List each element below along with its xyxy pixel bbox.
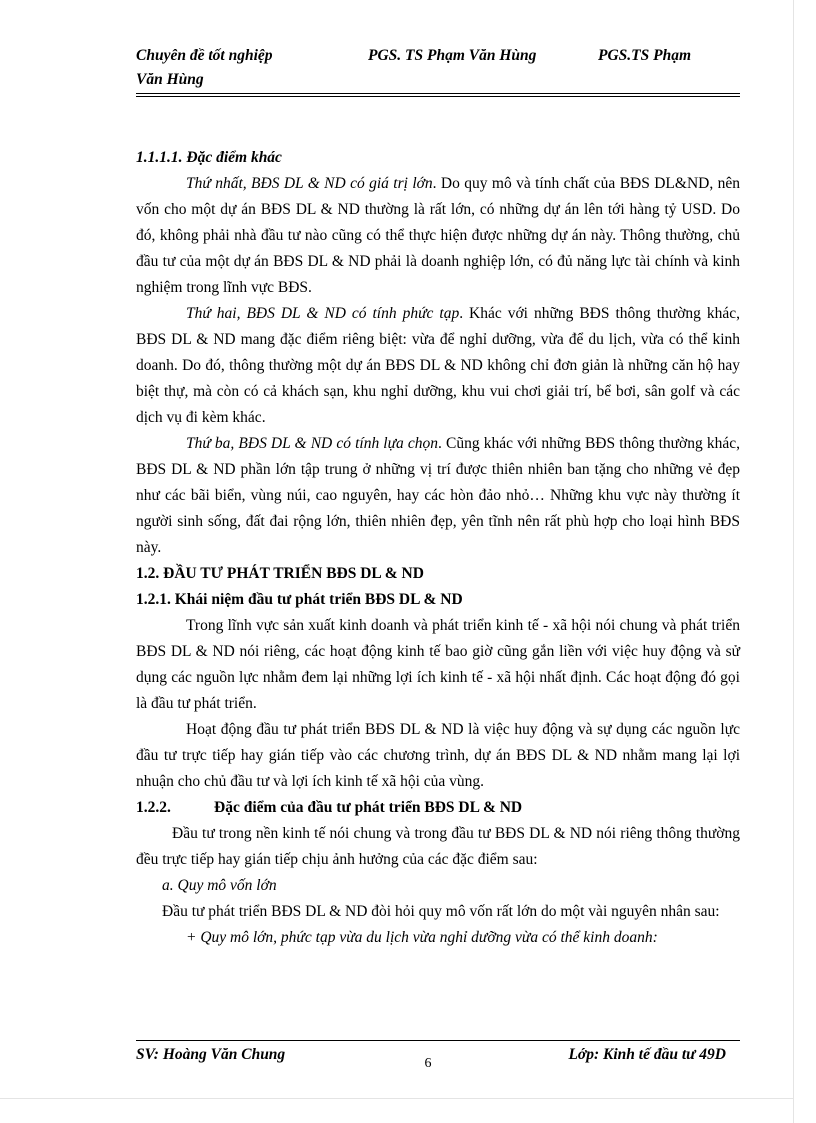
footer-rule xyxy=(136,1040,740,1041)
page-number: 6 xyxy=(424,1056,432,1071)
header-supervisor-repeat: PGS.TS Phạm xyxy=(598,47,692,64)
paragraph-concept: Trong lĩnh vực sản xuất kinh doanh và phát triển kinh tế - xã hội nói chung và phát triển BĐS DL & ND nói riêng, các hoạt động kinh tế bao giờ cũng gắn liền với việc huy động và sử dụng các nguồn lực nhằm đem lại những lợi ích kinh tế - xã hội nhất định. Các hoạt động đó gọi là đầu tư phát triển. xyxy=(136,617,740,712)
page-edge-right xyxy=(793,0,794,1123)
paragraph-second xyxy=(136,301,740,431)
paragraph-characteristics: Đầu tư trong nền kinh tế nói chung và trong đầu tư BĐS DL & ND nói riêng thông thường đều trực tiếp hay gián tiếp chịu ảnh hưởng của các đặc điểm sau: xyxy=(136,825,740,868)
heading-1-2-2-number: 1.2.2. xyxy=(136,799,171,816)
list-item-a: a. Quy mô vốn lớn xyxy=(162,877,277,894)
footer-class: Lớp: Kinh tế đầu tư 49D xyxy=(568,1046,726,1063)
paragraph-capital: Đầu tư phát triển BĐS DL & ND đòi hỏi quy mô vốn rất lớn do một vài nguyên nhân sau: xyxy=(162,903,720,920)
footer-student: SV: Hoàng Văn Chung xyxy=(136,1046,286,1063)
paragraph-first-text: . Do quy mô và tính chất của BĐS DL&ND, nên vốn cho một dự án BĐS DL & ND thường là rất lớn, có những dự án lên tới hàng tỷ USD. Do đó, không phải nhà đầu tư nào cũng có thể thực hiện được những dự án này. Thông thường, chủ đầu tư của một dự án BĐS DL & ND phải là doanh nghiệp lớn, có đủ năng lực tài chính và kinh nghiệm trong lĩnh vực BĐS. xyxy=(136,175,740,296)
header-thesis-title: Chuyên đề tốt nghiệp xyxy=(136,47,273,64)
document-body xyxy=(136,145,740,951)
header-line-2: Văn Hùng xyxy=(136,71,204,88)
paragraph-third-text: . Cũng khác với những BĐS thông thường khác, BĐS DL & ND phần lớn tập trung ở những vị trí được thiên nhiên ban tặng cho những vẻ đẹp như các bãi biển, vùng núi, cao nguyên, hay các hòn đảo nhỏ… Những khu vực này thường ít người sinh sống, đất đai rộng lớn, thiên nhiên đẹp, yên tĩnh nên rất phù hợp cho loại hình BĐS này. xyxy=(136,435,740,556)
list-item-plus: + Quy mô lớn, phức tạp vừa du lịch vừa nghỉ dưỡng vừa có thể kinh doanh: xyxy=(186,929,658,946)
paragraph-definition: Hoạt động đầu tư phát triển BĐS DL & ND là việc huy động và sự dụng các nguồn lực đầu tư trực tiếp hay gián tiếp vào các chương trình, dự án BĐS DL & ND nhằm mang lại lợi nhuận cho chủ đầu tư và lợi ích kinh tế xã hội của vùng. xyxy=(136,721,740,790)
paragraph-third-lead: Thứ ba, BĐS DL & ND có tính lựa chọn xyxy=(186,435,439,452)
heading-1-1-1-1: 1.1.1.1. Đặc điểm khác xyxy=(136,149,282,166)
heading-1-2: 1.2. ĐẦU TƯ PHÁT TRIỂN BĐS DL & ND xyxy=(136,565,424,582)
header-rule-top xyxy=(136,93,740,94)
paragraph-first xyxy=(136,171,740,301)
paragraph-second-lead: Thứ hai, BĐS DL & ND có tính phức tạp xyxy=(186,305,460,322)
paragraph-first-lead: Thứ nhất, BĐS DL & ND có giá trị lớn xyxy=(186,175,433,192)
heading-1-2-1: 1.2.1. Khái niệm đầu tư phát triển BĐS DL & ND xyxy=(136,591,463,608)
header-supervisor: PGS. TS Phạm Văn Hùng xyxy=(368,47,537,64)
heading-1-2-2-text: Đặc điểm của đầu tư phát triển BĐS DL & ND xyxy=(214,799,523,816)
header-rule-bottom xyxy=(136,96,740,97)
paragraph-second-text: . Khác với những BĐS thông thường khác, BĐS DL & ND mang đặc điểm riêng biệt: vừa để nghỉ dưỡng, vừa để du lịch, vừa có thể kinh doanh. Do đó, thông thường một dự án BĐS DL & ND không chỉ đơn giản là những căn hộ hay biệt thự, mà còn có cả khách sạn, khu nghỉ dưỡng, khu vui chơi giải trí, bể bơi, sân golf và các dịch vụ đi kèm khác. xyxy=(136,305,741,426)
heading-1-2-2 xyxy=(136,795,740,821)
page-header xyxy=(136,45,740,67)
page-edge-bottom xyxy=(0,1098,794,1099)
paragraph-third xyxy=(136,431,740,561)
